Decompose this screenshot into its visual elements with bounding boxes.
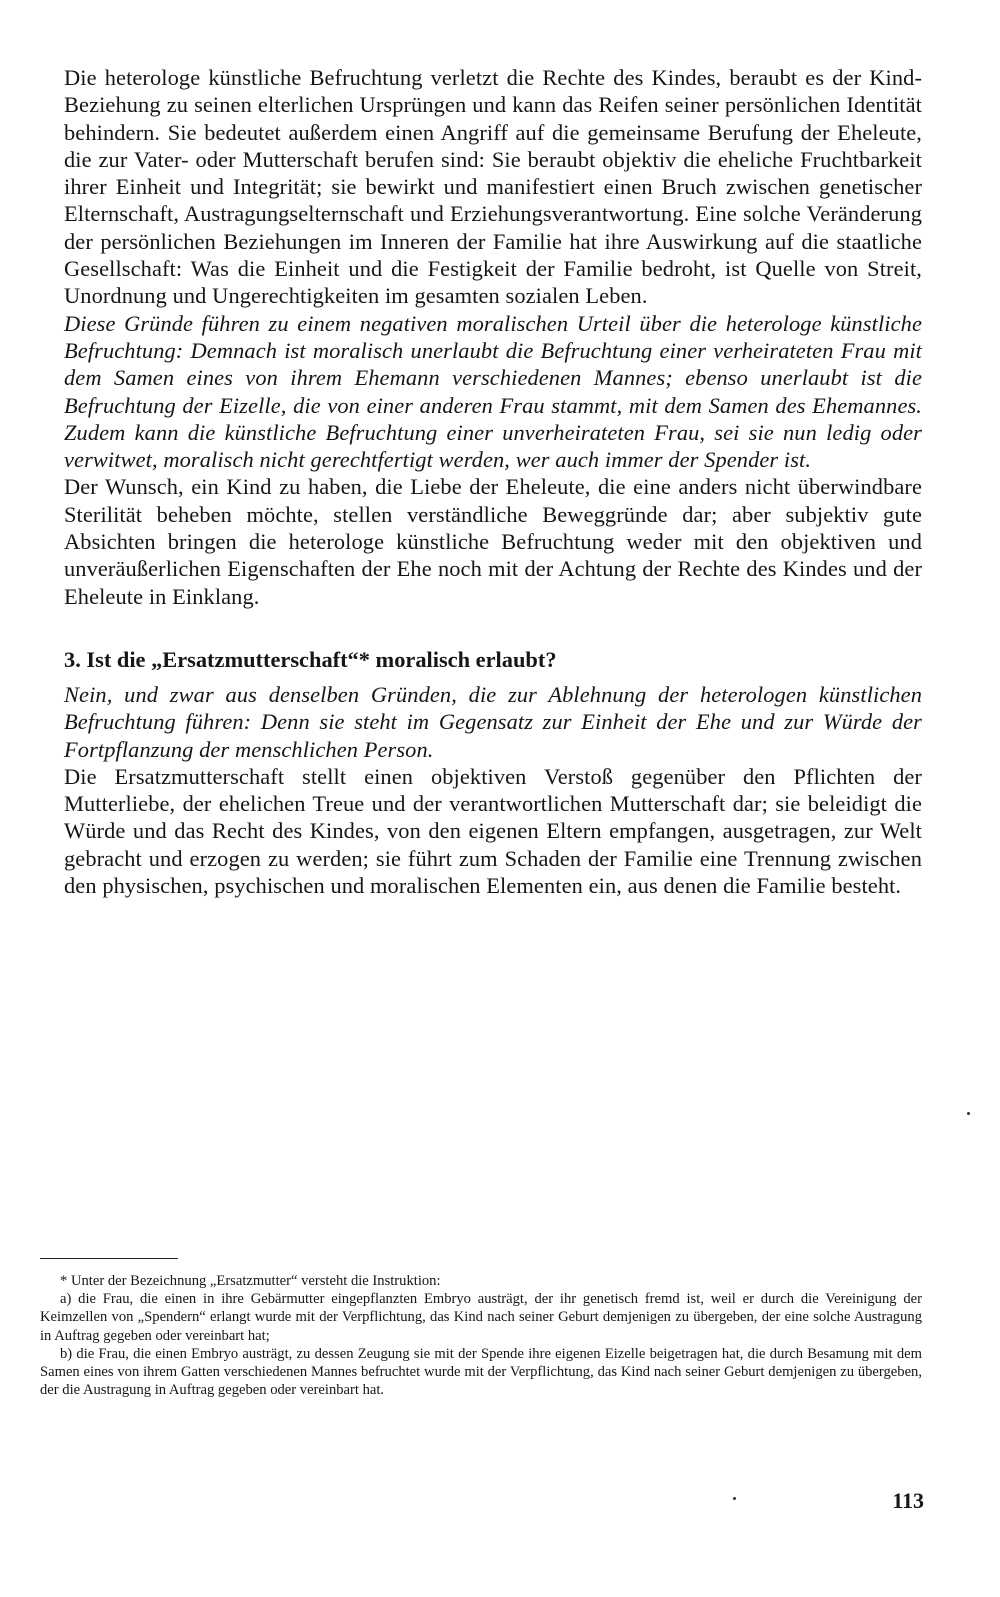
paragraph-heterologous-rights: Die heterologe künstliche Befruchtung verletzt die Rechte des Kindes, beraubt es der Kind-Beziehung zu seinen elterlichen Ursprüngen und kann das Reifen seiner persönlichen Identität behindern. Sie bedeutet außerdem einen Angriff auf die gemeinsame Berufung der Eheleute, die zur Vater- oder Mutterschaft berufen sind: Sie beraubt objektiv die eheliche Fruchtbarkeit ihrer Einheit und Integrität; sie bewirkt und manifestiert einen Bruch zwischen genetischer Elternschaft, Austragungselternschaft und Erziehungsverantwortung. Eine solche Veränderung der persönlichen Beziehungen im Inneren der Familie hat ihre Auswirkung auf die staatliche Gesellschaft: Was die Einheit und die Festigkeit der Familie bedroht, ist Quelle von Streit, Unordnung und Ungerechtigkeiten im gesamten sozialen Leben. — [64, 65, 922, 309]
paragraph-wish-for-child: Der Wunsch, ein Kind zu haben, die Liebe der Eheleute, die eine anders nicht überwindbare Sterilität beheben möchte, stellen verständliche Beweggründe dar; aber subjektiv gute Absichten bringen die heterologe künstliche Befruchtung weder mit den objektiven und unveräußerlichen Eigenschaften der Ehe noch mit der Achtung der Rechte des Kindes und der Eheleute in Einklang. — [64, 474, 922, 609]
footnote-item-b: b) die Frau, die einen Embryo austrägt, zu dessen Zeugung sie mit der Spende ihre eigenen Eizelle beigetragen hat, die durch Besamung mit dem Samen eines von ihrem Gatten verschiedenen Mannes befruchtet wurde mit der Verpflichtung, das Kind nach seiner Geburt demjenigen zu übergeben, der die Austragung in Auftrag gegeben oder vereinbart hat. — [40, 1345, 922, 1399]
section-heading-surrogacy: 3. Ist die „Ersatzmutterschaft“* moralisch erlaubt? — [64, 646, 557, 672]
page-body — [64, 64, 922, 899]
scan-speck — [733, 1497, 736, 1500]
scan-speck — [967, 1112, 970, 1115]
footnote-item-a: a) die Frau, die einen in ihre Gebärmutter eingepflanzten Embryo austrägt, der ihr genetisch fremd ist, weil er durch die Vereinigung der Keimzellen von „Spendern“ erlangt wurde mit der Verpflichtung, das Kind nach seiner Geburt demjenigen zu übergeben, der eine solche Austragung in Auftrag gegeben oder vereinbart hat; — [40, 1291, 922, 1344]
paragraph-surrogacy-explanation: Die Ersatzmutterschaft stellt einen objektiven Verstoß gegenüber den Pflichten der Mutterliebe, der ehelichen Treue und der verantwortlichen Mutterschaft dar; sie beleidigt die Würde und das Recht des Kindes, von den eigenen Eltern empfangen, ausgetragen, zur Welt gebracht und erzogen zu werden; sie führt zum Schaden der Familie eine Trennung zwischen den physischen, psychischen und moralischen Elementen ein, aus denen die Familie besteht. — [64, 763, 922, 899]
paragraph-surrogacy-answer: Nein, und zwar aus denselben Gründen, die zur Ablehnung der heterologen künstlichen Befruchtung führen: Denn sie steht im Gegensatz zur Einheit der Ehe und zur Würde der Fortpflanzung der menschlichen Person. — [64, 681, 922, 762]
page-number: 113 — [892, 1488, 924, 1513]
footnotes — [40, 1272, 922, 1399]
footnote-intro: * Unter der Bezeichnung „Ersatzmutter“ versteht die Instruktion: — [60, 1273, 441, 1289]
footnote-divider — [40, 1258, 178, 1259]
paragraph-moral-judgment: Diese Gründe führen zu einem negativen moralischen Urteil über die heterologe künstliche Befruchtung: Demnach ist moralisch unerlaubt die Befruchtung einer verheirateten Frau mit dem Samen eines von ihrem Ehemann verschiedenen Mannes; ebenso unerlaubt ist die Befruchtung der Eizelle, die von einer anderen Frau stammt, mit dem Samen des Ehemannes. Zudem kann die künstliche Befruchtung einer unverheirateten Frau, sei sie nun ledig oder verwitwet, moralisch nicht gerechtfertigt werden, wer auch immer der Spender ist. — [64, 310, 922, 473]
